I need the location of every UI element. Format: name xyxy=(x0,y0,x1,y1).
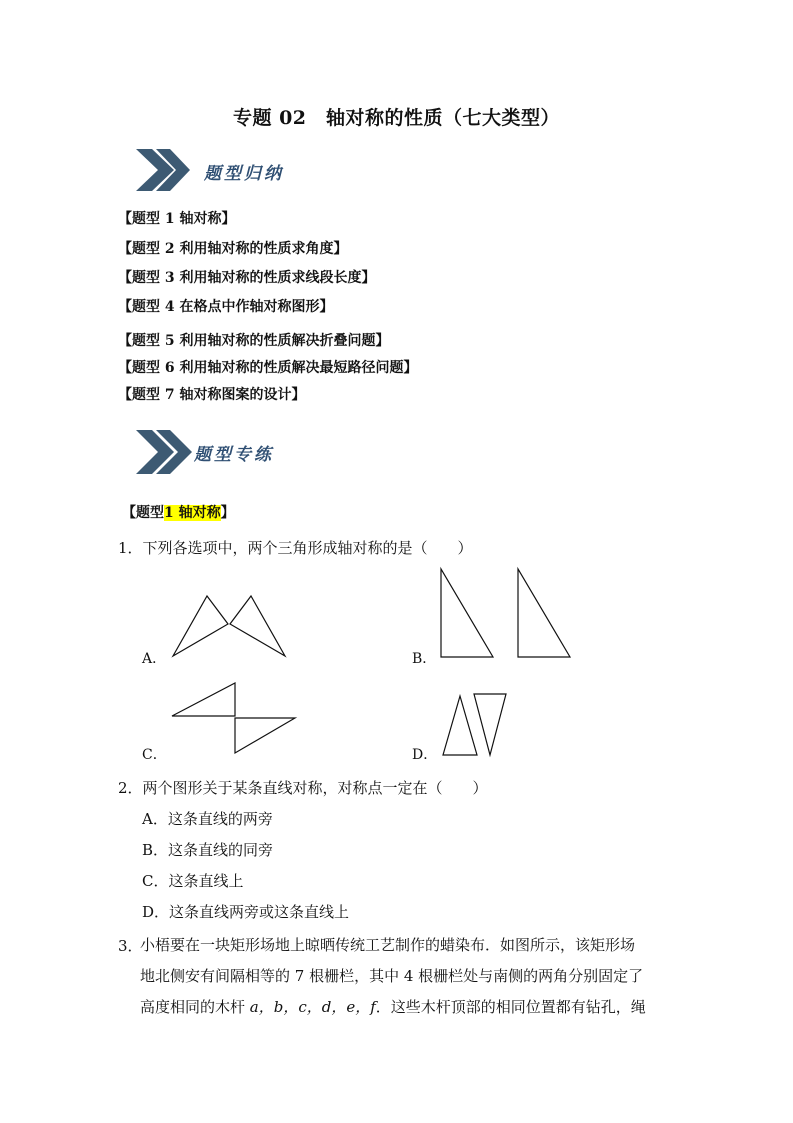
question-3-line-1: 小梧要在一块矩形场地上晾晒传统工艺制作的蜡染布．如图所示，该矩形场 xyxy=(140,936,636,954)
figure-b-triangle-left xyxy=(441,569,493,657)
question-3-text xyxy=(140,930,680,1023)
question-1-option-d: D． xyxy=(412,747,438,763)
question-3-variables: a，b，c，d，e，f xyxy=(249,998,376,1016)
toc-item-3: 【题型 3 利用轴对称的性质求线段长度】 xyxy=(118,270,376,286)
toc-item-6: 【题型 6 利用轴对称的性质解决最短路径问题】 xyxy=(118,360,418,376)
question-1-option-c: C． xyxy=(142,747,167,763)
toc-item-2: 【题型 2 利用轴对称的性质求角度】 xyxy=(118,241,348,257)
practice-banner-text: 题型专练 xyxy=(194,445,274,465)
summary-banner-text: 题型归纳 xyxy=(204,164,284,184)
figure-d-triangle-left xyxy=(443,696,477,755)
figure-d-triangle-right xyxy=(474,694,506,755)
section-tag-right: 】 xyxy=(220,505,235,521)
section-tag-left: 【题型 xyxy=(122,505,164,521)
question-3-line-3-pre: 高度相同的木杆 xyxy=(140,998,250,1016)
figure-a-triangle-right xyxy=(230,596,285,656)
question-1-option-b: B． xyxy=(412,651,437,667)
section-tag-highlight: 1 轴对称 xyxy=(164,505,221,521)
figure-b-triangle-right xyxy=(518,569,570,657)
question-3-number: 3． xyxy=(118,937,143,955)
page-title: 专题 02 轴对称的性质（七大类型） xyxy=(232,107,561,129)
toc-item-4: 【题型 4 在格点中作轴对称图形】 xyxy=(118,299,334,315)
question-2-option-b: B．这条直线的同旁 xyxy=(142,841,274,859)
question-3-line-3 xyxy=(140,992,680,1023)
question-3-line-3-post: ．这些木杆顶部的相同位置都有钻孔，绳 xyxy=(375,998,646,1016)
question-2-option-a: A．这条直线的两旁 xyxy=(142,810,273,828)
toc-item-7: 【题型 7 轴对称图案的设计】 xyxy=(118,387,306,403)
figure-c-triangle-top xyxy=(172,683,235,716)
question-2-option-d: D．这条直线两旁或这条直线上 xyxy=(142,903,350,921)
question-2-option-c: C．这条直线上 xyxy=(142,872,244,890)
question-1-option-a: A． xyxy=(142,651,167,667)
figure-c-triangle-bottom xyxy=(235,718,295,753)
toc-item-1: 【题型 1 轴对称】 xyxy=(118,211,236,227)
question-3-line-2: 地北侧安有间隔相等的 7 根栅栏，其中 4 根栅栏处与南侧的两角分别固定了 xyxy=(140,967,644,985)
question-1-stem: 1．下列各选项中，两个三角形成轴对称的是（ ） xyxy=(118,539,473,557)
question-2-stem: 2．两个图形关于某条直线对称，对称点一定在（ ） xyxy=(118,779,488,797)
figure-a-triangle-left xyxy=(173,596,228,656)
toc-item-5: 【题型 5 利用轴对称的性质解决折叠问题】 xyxy=(118,333,390,349)
